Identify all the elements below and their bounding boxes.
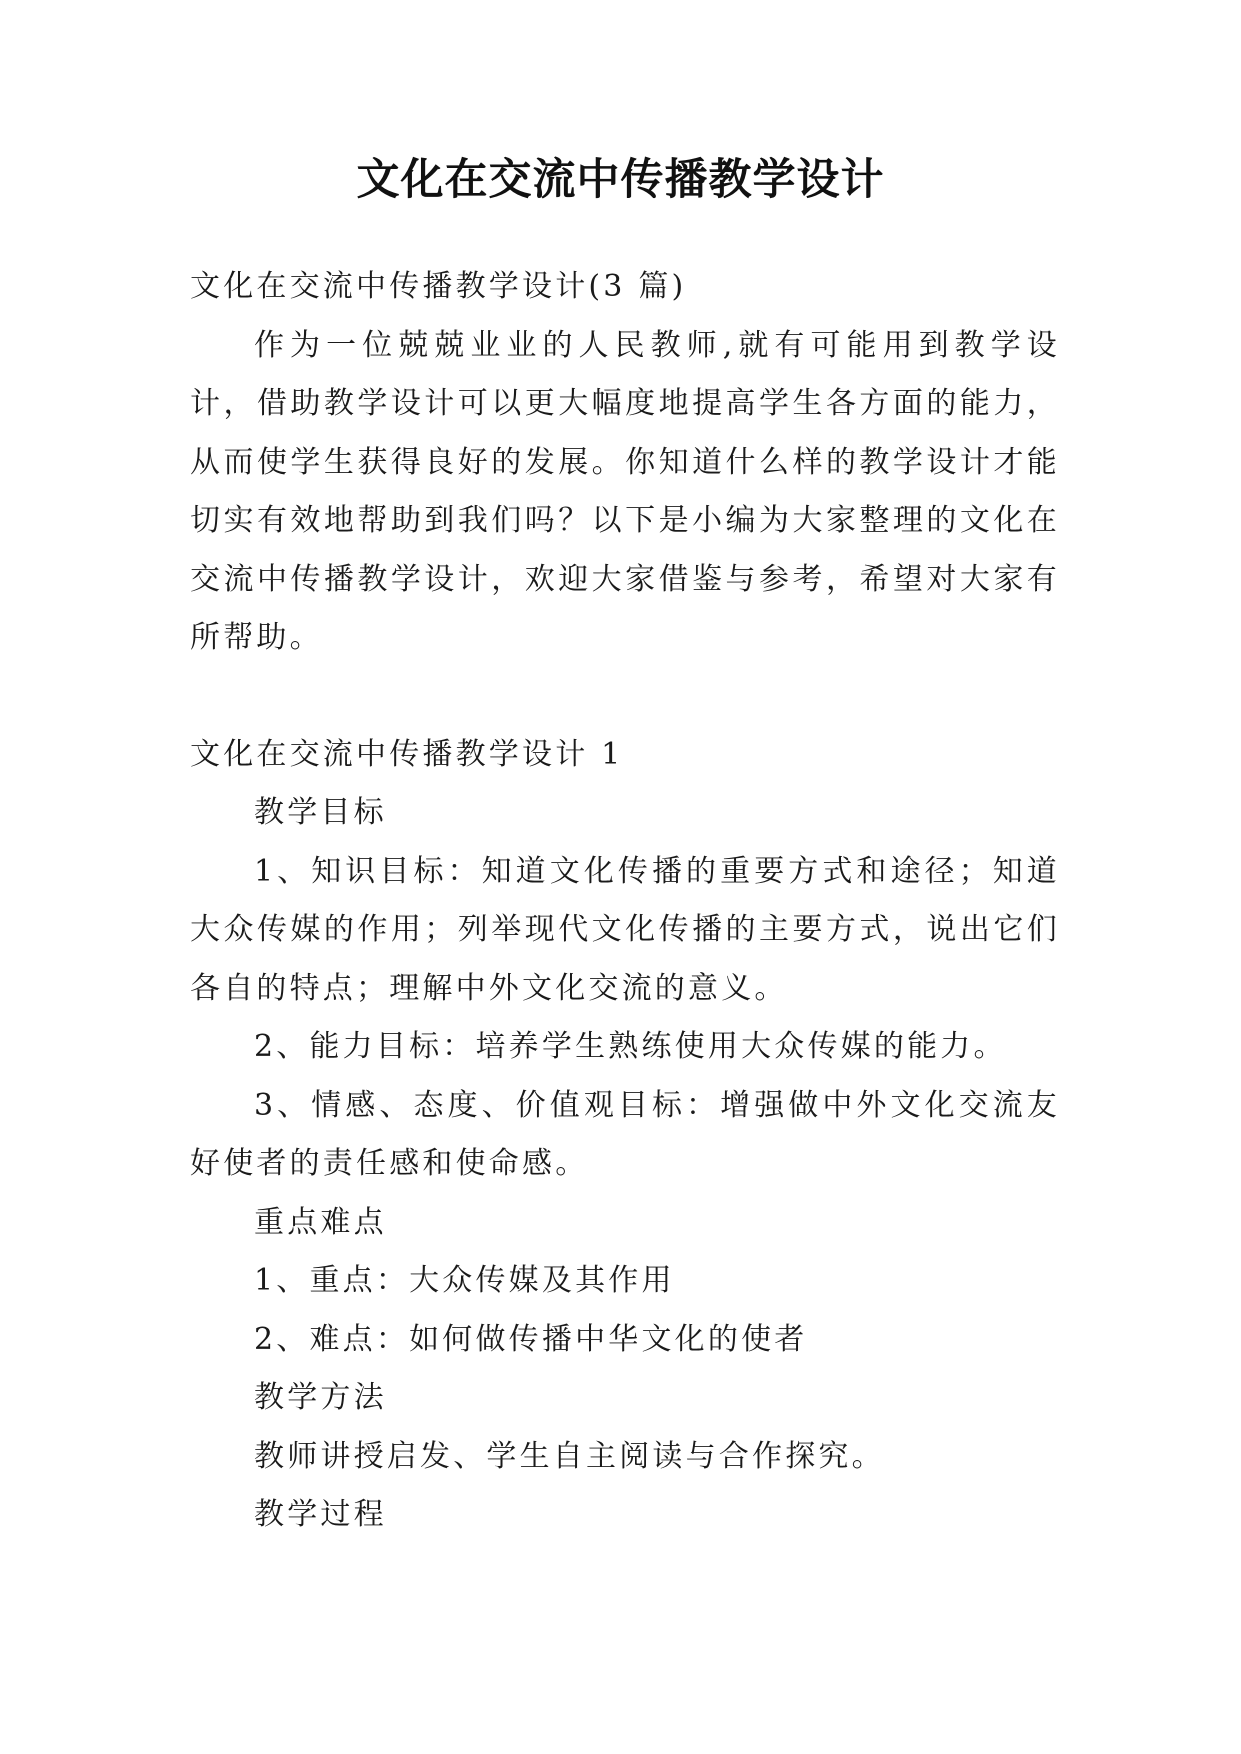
key-point: 1、重点：大众传媒及其作用 (254, 1263, 675, 1298)
key-points-heading: 重点难点 (254, 1204, 387, 1240)
difficult-point: 2、难点：如何做传播中华文化的使者 (254, 1321, 808, 1357)
intro-paragraph: 作为一位兢兢业业的人民教师,就有可能用到教学设计，借助教学设计可以更大幅度地提高学生各方面的能力，从而使学生获得良好的发展。你知道什么样的教学设计才能切实有效地帮助到我们吗？以下是小编为大家整理的文化在交流中传播教学设计，欢迎大家借鉴与参考，希望对大家有所帮助。 (190, 327, 1060, 655)
section-heading: 文化在交流中传播教学设计 1 (190, 736, 624, 772)
goals-heading: 教学目标 (254, 795, 387, 830)
goal-knowledge: 1、知识目标：知道文化传播的重要方式和途径；知道大众传媒的作用；列举现代文化传播的主要方式，说出它们各自的特点；理解中外文化交流的意义。 (190, 853, 1060, 1006)
document-title: 文化在交流中传播教学设计 (356, 155, 885, 205)
goal-ability: 2、能力目标：培养学生熟练使用大众传媒的能力。 (254, 1029, 1007, 1064)
method-text: 教师讲授启发、学生自主阅读与合作探究。 (254, 1438, 885, 1474)
document-body (190, 258, 1060, 1545)
document-subtitle: 文化在交流中传播教学设计(3 篇) (190, 269, 687, 304)
goal-emotion: 3、情感、态度、价值观目标：增强做中外文化交流友好使者的责任感和使命感。 (190, 1087, 1060, 1181)
process-heading: 教学过程 (254, 1497, 387, 1532)
method-heading: 教学方法 (254, 1380, 387, 1415)
paragraph-gap (190, 668, 1060, 726)
